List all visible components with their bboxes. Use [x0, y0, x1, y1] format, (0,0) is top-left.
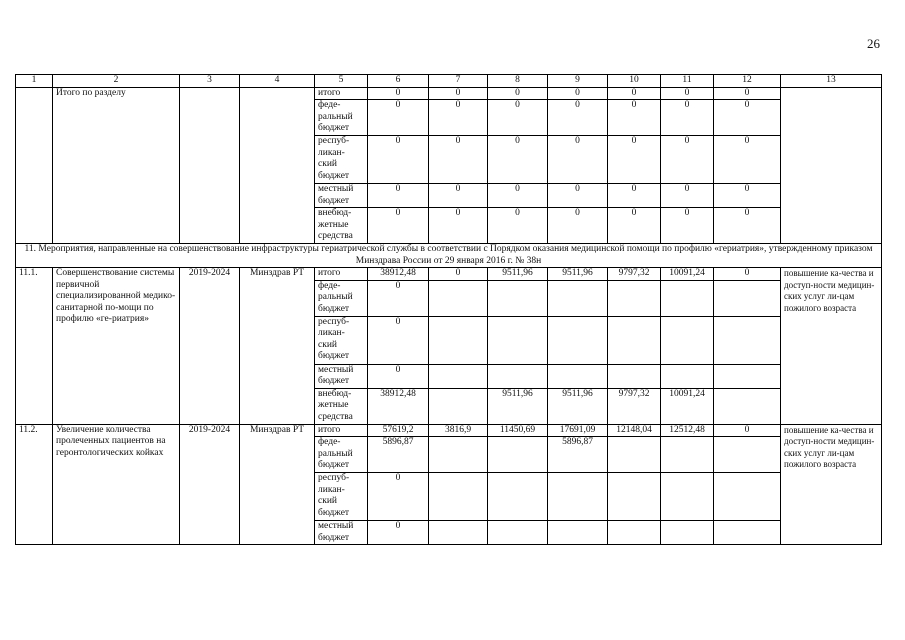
value-cell [548, 316, 608, 364]
value-cell: 9797,32 [608, 388, 661, 424]
measure-executor: Минздрав РТ [240, 268, 315, 425]
value-cell: 0 [368, 100, 429, 136]
value-cell [714, 364, 781, 388]
value-cell: 0 [429, 136, 488, 184]
value-cell: 0 [488, 136, 548, 184]
column-header: 3 [180, 75, 240, 88]
value-cell: 9511,96 [548, 388, 608, 424]
column-header: 10 [608, 75, 661, 88]
value-cell: 0 [368, 87, 429, 100]
header-row [16, 75, 882, 88]
value-cell: 0 [548, 208, 608, 244]
value-cell [661, 521, 714, 545]
value-cell: 12148,04 [608, 424, 661, 437]
value-cell: 0 [661, 208, 714, 244]
value-cell [548, 364, 608, 388]
value-cell: 3816,9 [429, 424, 488, 437]
value-cell: 0 [488, 100, 548, 136]
measure-result: повышение ка-чества и доступ-ности медицин-ских услуг ли-цам пожилого возраста [781, 424, 882, 545]
value-cell: 0 [714, 136, 781, 184]
value-cell [488, 437, 548, 473]
period-cell [180, 87, 240, 244]
funding-source: респуб- ликан- ский бюджет [315, 136, 368, 184]
value-cell [608, 473, 661, 521]
value-cell: 11450,69 [488, 424, 548, 437]
value-cell [608, 521, 661, 545]
page-number: 26 [867, 36, 880, 51]
value-cell [714, 521, 781, 545]
funding-source: внебюд- жетные средства [315, 388, 368, 424]
column-header: 13 [781, 75, 882, 88]
num-cell [16, 87, 53, 244]
value-cell: 12512,48 [661, 424, 714, 437]
value-cell: 0 [608, 184, 661, 208]
column-header: 7 [429, 75, 488, 88]
measure-executor: Минздрав РТ [240, 424, 315, 545]
column-header: 5 [315, 75, 368, 88]
value-cell: 5896,87 [368, 437, 429, 473]
column-header: 9 [548, 75, 608, 88]
value-cell: 0 [488, 87, 548, 100]
value-cell [429, 316, 488, 364]
value-cell [429, 521, 488, 545]
value-cell: 0 [429, 208, 488, 244]
value-cell: 0 [429, 184, 488, 208]
funding-source: местный бюджет [315, 521, 368, 545]
value-cell [661, 473, 714, 521]
value-cell [661, 280, 714, 316]
column-header: 8 [488, 75, 548, 88]
total-label: Итого по разделу [53, 87, 180, 244]
value-cell: 0 [608, 87, 661, 100]
value-cell [714, 316, 781, 364]
value-cell [714, 280, 781, 316]
value-cell: 0 [714, 184, 781, 208]
column-header: 1 [16, 75, 53, 88]
funding-source: итого [315, 268, 368, 281]
value-cell [661, 364, 714, 388]
table-row [16, 87, 882, 100]
funding-source: феде- ральный бюджет [315, 437, 368, 473]
value-cell: 0 [608, 100, 661, 136]
value-cell: 0 [608, 208, 661, 244]
value-cell: 0 [548, 87, 608, 100]
value-cell [608, 280, 661, 316]
measure-number: 11.1. [16, 268, 53, 425]
funding-source: феде- ральный бюджет [315, 280, 368, 316]
value-cell [608, 364, 661, 388]
value-cell: 5896,87 [548, 437, 608, 473]
value-cell [661, 437, 714, 473]
value-cell: 10091,24 [661, 388, 714, 424]
value-cell: 0 [714, 268, 781, 281]
value-cell: 9797,32 [608, 268, 661, 281]
value-cell: 0 [368, 521, 429, 545]
measure-period: 2019-2024 [180, 268, 240, 425]
value-cell: 0 [368, 473, 429, 521]
measure-result: повышение ка-чества и доступ-ности медицин-ских услуг ли-цам пожилого возраста [781, 268, 882, 425]
value-cell: 10091,24 [661, 268, 714, 281]
value-cell [429, 280, 488, 316]
funding-source: местный бюджет [315, 184, 368, 208]
table-row [16, 268, 882, 281]
value-cell: 0 [661, 100, 714, 136]
value-cell [714, 437, 781, 473]
value-cell: 0 [368, 208, 429, 244]
value-cell: 0 [368, 280, 429, 316]
value-cell: 0 [714, 208, 781, 244]
value-cell: 9511,96 [488, 268, 548, 281]
value-cell: 0 [661, 184, 714, 208]
value-cell [714, 388, 781, 424]
value-cell: 0 [714, 100, 781, 136]
funding-source: итого [315, 424, 368, 437]
value-cell: 0 [661, 136, 714, 184]
value-cell [714, 473, 781, 521]
value-cell [429, 364, 488, 388]
table-body [16, 75, 882, 545]
measure-name: Совершенствование системы первичной специализированной медико-санитарной по-мощи по профилю «ге-риатрия» [53, 268, 180, 425]
measure-number: 11.2. [16, 424, 53, 545]
funding-source: респуб- ликан- ский бюджет [315, 316, 368, 364]
value-cell: 57619,2 [368, 424, 429, 437]
measure-name: Увеличение количества пролеченных пациентов на геронтологических койках [53, 424, 180, 545]
result-cell [781, 87, 882, 244]
section-title: 11. Мероприятия, направленные на совершенствование инфраструктуры гериатрической службы в соответствии с Порядком оказания медицинской помощи по профилю «гериатрия», утвержденному приказом Минздрава России от 29 января 2016 г. № 38н [16, 244, 882, 268]
value-cell: 0 [368, 184, 429, 208]
value-cell [661, 316, 714, 364]
value-cell: 0 [548, 100, 608, 136]
value-cell [548, 280, 608, 316]
value-cell [429, 473, 488, 521]
value-cell: 0 [488, 184, 548, 208]
column-header: 12 [714, 75, 781, 88]
value-cell [608, 316, 661, 364]
value-cell [548, 473, 608, 521]
value-cell: 38912,48 [368, 268, 429, 281]
funding-source: респуб- ликан- ский бюджет [315, 473, 368, 521]
value-cell: 0 [368, 364, 429, 388]
value-cell: 0 [488, 208, 548, 244]
value-cell [488, 280, 548, 316]
value-cell: 17691,09 [548, 424, 608, 437]
value-cell [488, 316, 548, 364]
value-cell: 0 [714, 87, 781, 100]
funding-source: местный бюджет [315, 364, 368, 388]
funding-source: феде- ральный бюджет [315, 100, 368, 136]
value-cell: 38912,48 [368, 388, 429, 424]
value-cell: 0 [714, 424, 781, 437]
value-cell: 0 [548, 184, 608, 208]
funding-source: внебюд- жетные средства [315, 208, 368, 244]
value-cell [488, 521, 548, 545]
value-cell [488, 364, 548, 388]
value-cell: 0 [368, 316, 429, 364]
value-cell: 0 [661, 87, 714, 100]
column-header: 6 [368, 75, 429, 88]
value-cell: 0 [368, 136, 429, 184]
measure-period: 2019-2024 [180, 424, 240, 545]
column-header: 11 [661, 75, 714, 88]
section-title-row [16, 244, 882, 268]
value-cell [548, 521, 608, 545]
value-cell: 0 [429, 100, 488, 136]
column-header: 4 [240, 75, 315, 88]
value-cell: 9511,96 [488, 388, 548, 424]
value-cell [608, 437, 661, 473]
value-cell: 9511,96 [548, 268, 608, 281]
funding-source: итого [315, 87, 368, 100]
column-header: 2 [53, 75, 180, 88]
value-cell [488, 473, 548, 521]
executor-cell [240, 87, 315, 244]
value-cell [429, 388, 488, 424]
budget-table [15, 74, 882, 545]
value-cell [429, 437, 488, 473]
table-row [16, 424, 882, 437]
value-cell: 0 [429, 268, 488, 281]
value-cell: 0 [548, 136, 608, 184]
value-cell: 0 [608, 136, 661, 184]
value-cell: 0 [429, 87, 488, 100]
